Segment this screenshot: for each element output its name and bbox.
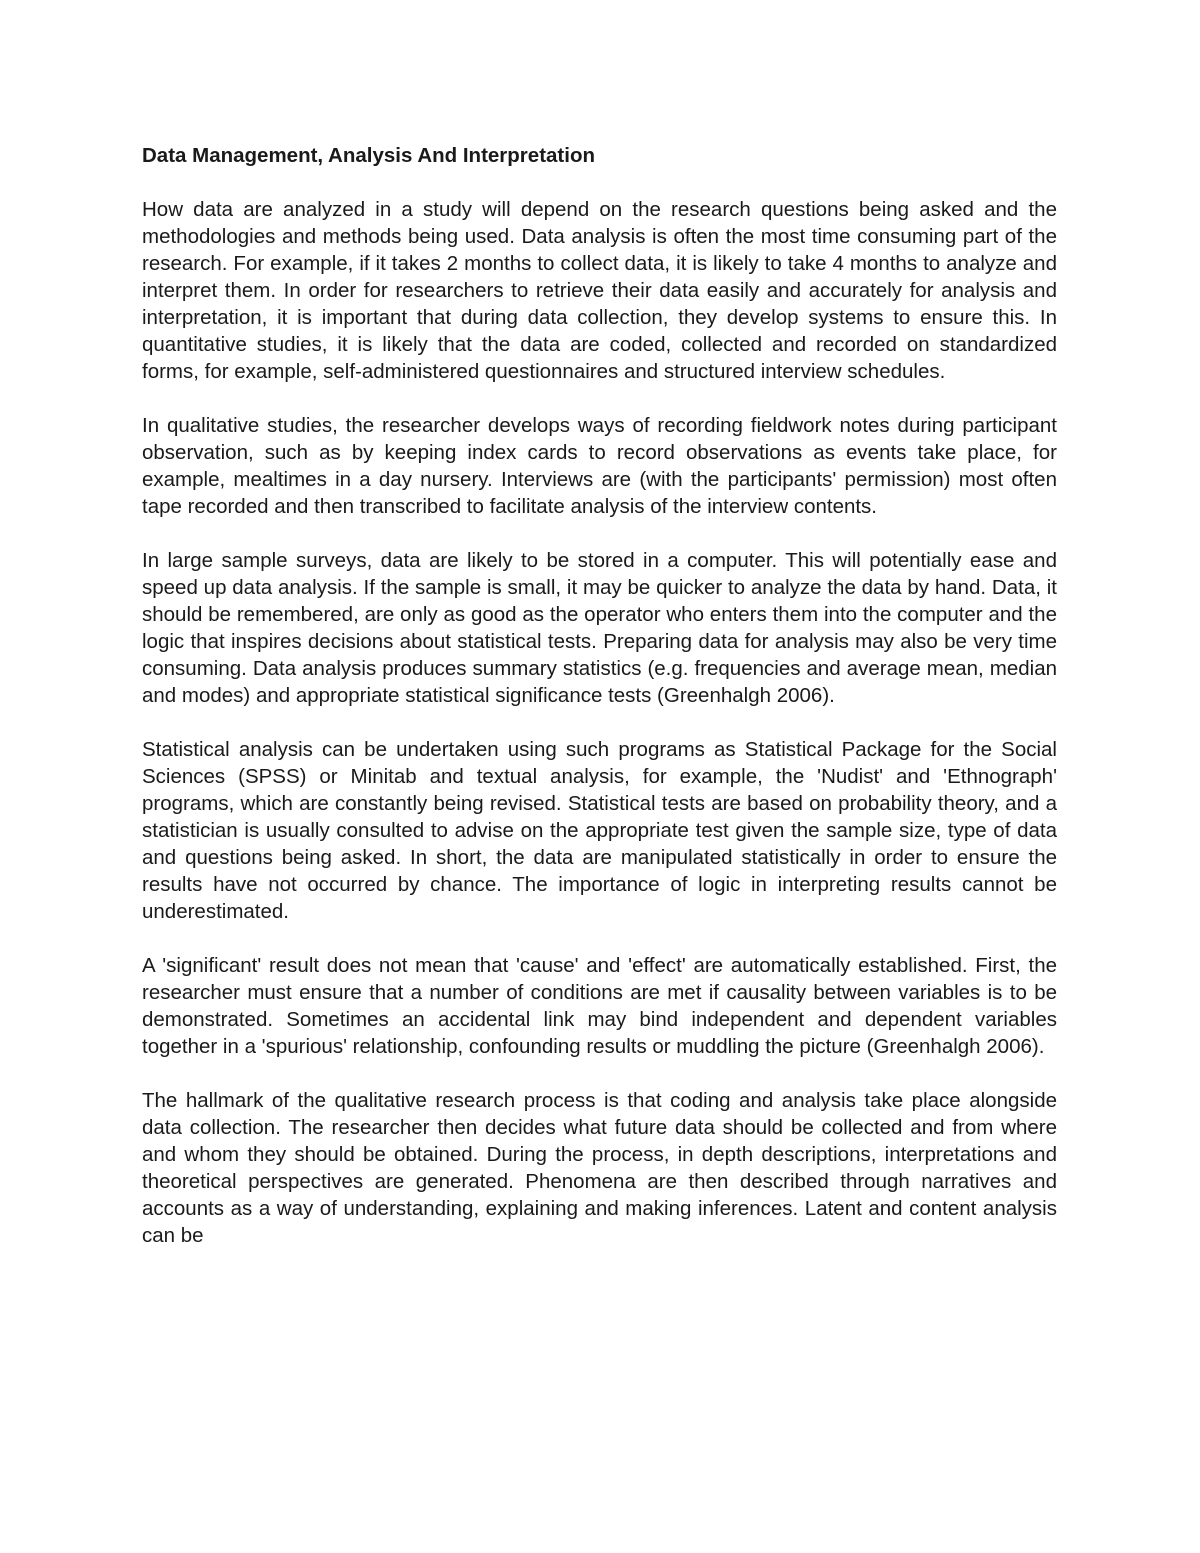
paragraph-qualitative-hallmark: The hallmark of the qualitative research process is that coding and analysis take place alongside data collection. The researcher then decides what future data should be collected and from where and whom they should be obtained. During the process, in depth descriptions, interpretations and theoretical perspectives are generated. Phenomena are then described through narratives and accounts as a way of understanding, explaining and making inferences. Latent and content analysis can be	[142, 1089, 1057, 1247]
paragraph-significant-result: A 'significant' result does not mean that 'cause' and 'effect' are automatically established. First, the researcher must ensure that a number of conditions are met if causality between variables is to be demonstrated. Sometimes an accidental link may bind independent and dependent variables together in a 'spurious' relationship, confounding results or muddling the picture (Greenhalgh 2006).	[142, 954, 1057, 1058]
document-body	[142, 142, 1057, 1249]
paragraph-large-sample-surveys: In large sample surveys, data are likely to be stored in a computer. This will potentially ease and speed up data analysis. If the sample is small, it may be quicker to analyze the data by hand. Data, it should be remembered, are only as good as the operator who enters them into the computer and the logic that inspires decisions about statistical tests. Preparing data for analysis may also be very time consuming. Data analysis produces summary statistics (e.g. frequencies and average mean, median and modes) and appropriate statistical significance tests (Greenhalgh 2006).	[142, 549, 1057, 707]
paragraph-statistical-analysis: Statistical analysis can be undertaken using such programs as Statistical Package for the Social Sciences (SPSS) or Minitab and textual analysis, for example, the 'Nudist' and 'Ethnograph' programs, which are constantly being revised. Statistical tests are based on probability theory, and a statistician is usually consulted to advise on the appropriate test given the sample size, type of data and questions being asked. In short, the data are manipulated statistically in order to ensure the results have not occurred by chance. The importance of logic in interpreting results cannot be underestimated.	[142, 738, 1057, 923]
paragraph-qualitative-studies: In qualitative studies, the researcher develops ways of recording fieldwork notes during participant observation, such as by keeping index cards to record observations as events take place, for example, mealtimes in a day nursery. Interviews are (with the participants' permission) most often tape recorded and then transcribed to facilitate analysis of the interview contents.	[142, 414, 1057, 518]
paragraph-data-analysis-overview: How data are analyzed in a study will depend on the research questions being asked and the methodologies and methods being used. Data analysis is often the most time consuming part of the research. For example, if it takes 2 months to collect data, it is likely to take 4 months to analyze and interpret them. In order for researchers to retrieve their data easily and accurately for analysis and interpretation, it is important that during data collection, they develop systems to ensure this. In quantitative studies, it is likely that the data are coded, collected and recorded on standardized forms, for example, self-administered questionnaires and structured interview schedules.	[142, 198, 1057, 383]
document-title: Data Management, Analysis And Interpretation	[142, 144, 595, 167]
